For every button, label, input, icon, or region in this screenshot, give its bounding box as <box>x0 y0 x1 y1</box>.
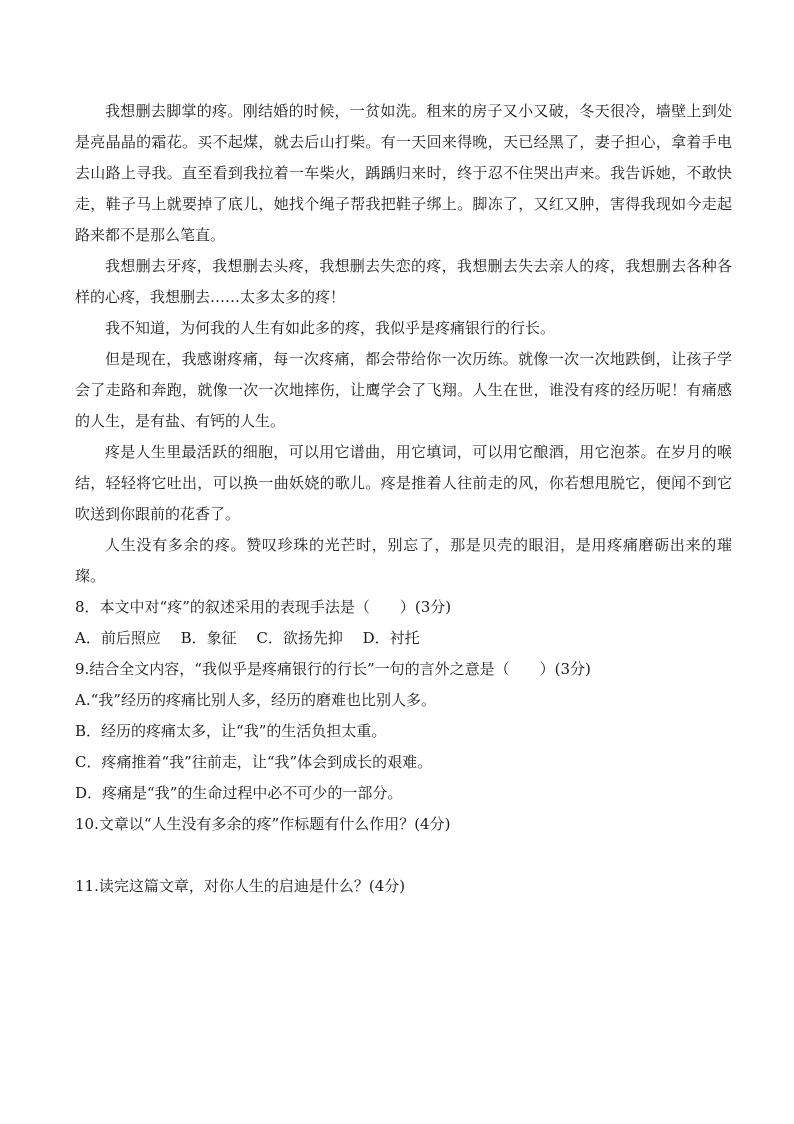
question-list <box>75 592 732 902</box>
answer-space-10[interactable] <box>75 840 732 871</box>
reading-passage <box>75 96 732 592</box>
question-9-stem: 9.结合全文内容，“我似乎是疼痛银行的行长”一句的言外之意是（ ）(3分) <box>75 660 591 678</box>
passage-paragraph-2: 我想删去牙疼，我想删去头疼，我想删去失恋的疼，我想删去失去亲人的疼，我想删去各种各样的心疼，我想删去……太多太多的疼！ <box>75 257 732 306</box>
question-10 <box>75 809 732 871</box>
passage-paragraph-1: 我想删去脚掌的疼。刚结婚的时候，一贫如洗。租来的房子又小又破，冬天很冷，墙壁上到处是亮晶晶的霜花。买不起煤，就去后山打柴。有一天回来得晚，天已经黑了，妻子担心，拿着手电去山路上寻我。直至看到我拉着一车柴火，踽踽归来时，终于忍不住哭出声来。我告诉她，不敢快走，鞋子马上就要掉了底儿，她找个绳子帮我把鞋子绑上。脚冻了，又红又肿，害得我现如今走起路来都不是那么笔直。 <box>75 102 732 244</box>
question-8-options: A．前后照应 B．象征 C．欲扬先抑 D．衬托 <box>75 629 420 647</box>
passage-paragraph-4: 但是现在，我感谢疼痛，每一次疼痛，都会带给你一次历练。就像一次一次地跌倒，让孩子学会了走路和奔跑，就像一次一次地摔伤，让鹰学会了飞翔。人生在世，谁没有疼的经历呢！有痛感的人生，是有盐、有钙的人生。 <box>75 350 732 430</box>
question-10-stem: 10.文章以“人生没有多余的疼”作标题有什么作用？(4分) <box>75 815 451 833</box>
question-9-option-b: B．经历的疼痛太多，让“我”的生活负担太重。 <box>75 722 387 740</box>
question-8-stem: 8．本文中对“疼”的叙述采用的表现手法是（ ）(3分) <box>75 598 452 616</box>
question-9-option-d: D．疼痛是“我”的生命过程中必不可少的一部分。 <box>75 784 403 802</box>
passage-paragraph-5: 疼是人生里最活跃的细胞，可以用它谱曲，用它填词，可以用它酿酒，用它泡茶。在岁月的喉结，轻轻将它吐出，可以换一曲妖娆的歌儿。疼是推着人往前走的风，你若想甩脱它，便闻不到它吹送到你跟前的花香了。 <box>75 443 732 523</box>
passage-paragraph-6: 人生没有多余的疼。赞叹珍珠的光芒时，别忘了，那是贝壳的眼泪，是用疼痛磨砺出来的璀璨。 <box>75 536 732 585</box>
question-9 <box>75 654 732 809</box>
question-9-option-a: A.“我”经历的疼痛比别人多，经历的磨难也比别人多。 <box>75 691 436 709</box>
question-11-stem: 11.读完这篇文章，对你人生的启迪是什么？(4分) <box>75 877 406 895</box>
question-8 <box>75 592 732 654</box>
question-11 <box>75 871 732 902</box>
passage-paragraph-3: 我不知道，为何我的人生有如此多的疼，我似乎是疼痛银行的行长。 <box>105 319 556 337</box>
question-9-option-c: C．疼痛推着“我”往前走，让“我”体会到成长的艰难。 <box>75 753 433 771</box>
